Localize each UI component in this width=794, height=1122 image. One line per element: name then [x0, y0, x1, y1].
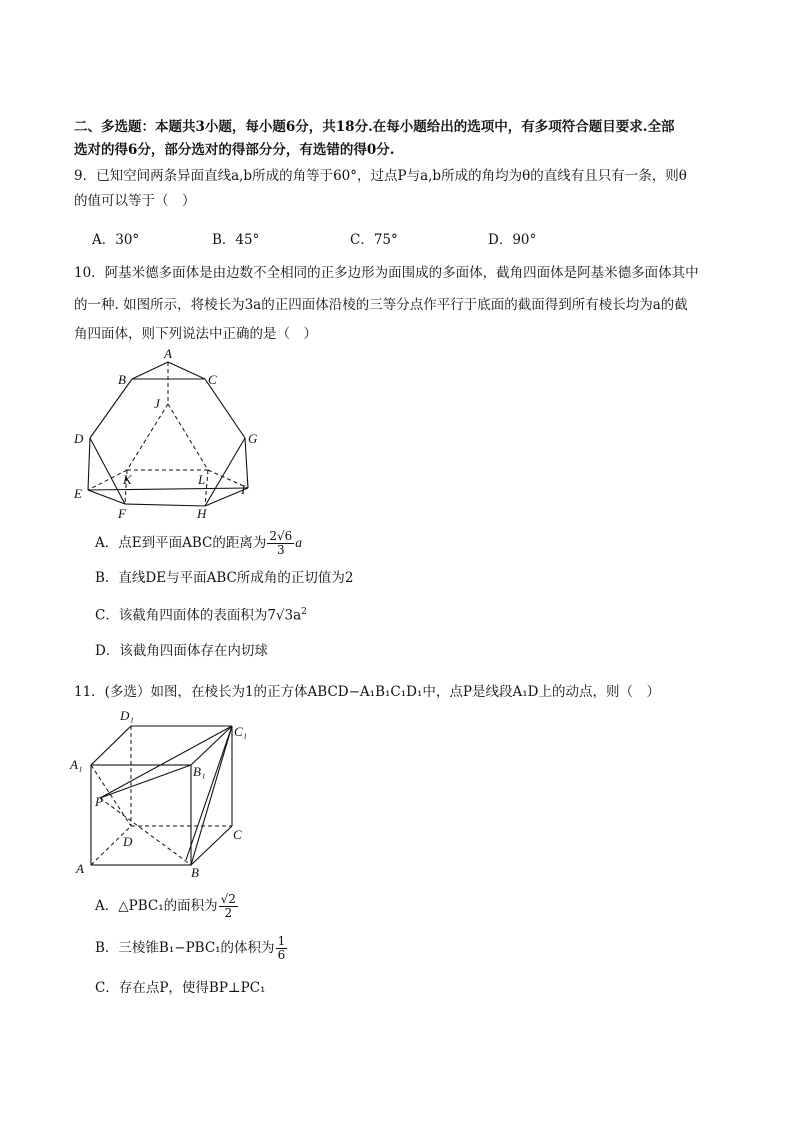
- q11-option-a: A．△PBC₁的面积为 $\frac{√2}{2}$: [95, 892, 236, 920]
- fig11-label-p: P: [95, 794, 103, 809]
- fig10-label-a: A: [164, 346, 172, 361]
- fig10-label-b: B: [118, 372, 126, 387]
- q10-stem-line3: 角四面体，则下列说法中正确的是（ ）: [74, 326, 317, 342]
- fig10-label-f: F: [118, 506, 126, 521]
- fig10-label-i: I: [241, 482, 246, 497]
- fig10-label-j: J: [154, 396, 160, 411]
- fraction: $\frac{2√6}{3}$: [269, 529, 293, 557]
- q10-stem-line1: 10．阿基米德多面体是由边数不全相同的正多边形为面围成的多面体，截角四面体是阿基米德多面体其中: [74, 265, 699, 281]
- q11-option-c: C．存在点P，使得BP⊥PC₁: [95, 980, 266, 996]
- q10-option-c: C．该截角四面体的表面积为$7√3a^2$: [95, 607, 307, 624]
- fig11-label-d1: D₁: [120, 708, 134, 723]
- q9-option-b: B．45°: [212, 232, 260, 248]
- fig11-label-b1: B₁: [193, 764, 206, 779]
- q11-option-b: B．三棱锥B₁−PBC₁的体积为 $\frac{1}{6}$: [95, 934, 286, 962]
- q10-option-b: B．直线DE与平面ABC所成角的正切值为2: [95, 570, 354, 586]
- fig11-label-b: B: [191, 865, 199, 880]
- truncated-tetrahedron-figure: [70, 346, 270, 522]
- cube-figure: [66, 705, 256, 880]
- q9-option-c: C．75°: [350, 232, 398, 248]
- fig10-label-c: C: [208, 372, 217, 387]
- fraction: $\frac{1}{6}$: [277, 934, 286, 962]
- q11-stem-line1: 11．(多选）如图，在棱长为1的正方体ABCD−A₁B₁C₁D₁中，点P是线段A₁D上的动点，则（ ）: [74, 684, 660, 700]
- q9-option-a: A．30°: [92, 232, 140, 248]
- fig10-label-h: H: [197, 506, 207, 521]
- fig11-label-a: A: [76, 861, 84, 876]
- section-heading-line2: 选对的得6分，部分选对的得部分分，有选错的得0分.: [74, 142, 395, 158]
- fig10-label-l: L: [198, 472, 206, 487]
- q10-option-a: A．点E到平面ABC的距离为 $\frac{2√6}{3}$ a: [95, 529, 303, 557]
- fig10-label-d: D: [74, 431, 84, 446]
- section-heading-line1: 二、多选题：本题共3小题，每小题6分，共18分.在每小题给出的选项中，有多项符合题目要求.全部: [74, 119, 675, 135]
- fig11-label-a1: A₁: [70, 757, 83, 772]
- fraction: $\frac{√2}{2}$: [220, 892, 236, 920]
- fig10-label-e: E: [74, 486, 82, 501]
- fig11-label-d: D: [123, 834, 133, 849]
- fig10-label-k: K: [123, 472, 132, 487]
- q10-option-d: D．该截角四面体存在内切球: [95, 643, 268, 659]
- fig11-label-c: C: [233, 827, 242, 842]
- q9-stem-line2: 的值可以等于（ ）: [74, 193, 196, 209]
- q9-option-d: D．90°: [488, 232, 537, 248]
- fig10-label-g: G: [248, 431, 258, 446]
- q9-stem-line1: 9．已知空间两条异面直线a,b所成的角等于60°，过点P与a,b所成的角均为θ的直线有且只有一条，则θ: [74, 168, 687, 184]
- q10-stem-line2: 的一种. 如图所示，将棱长为3a的正四面体沿棱的三等分点作平行于底面的截面得到所有棱长均为a的截: [74, 297, 688, 313]
- fig11-label-c1: C₁: [234, 724, 248, 739]
